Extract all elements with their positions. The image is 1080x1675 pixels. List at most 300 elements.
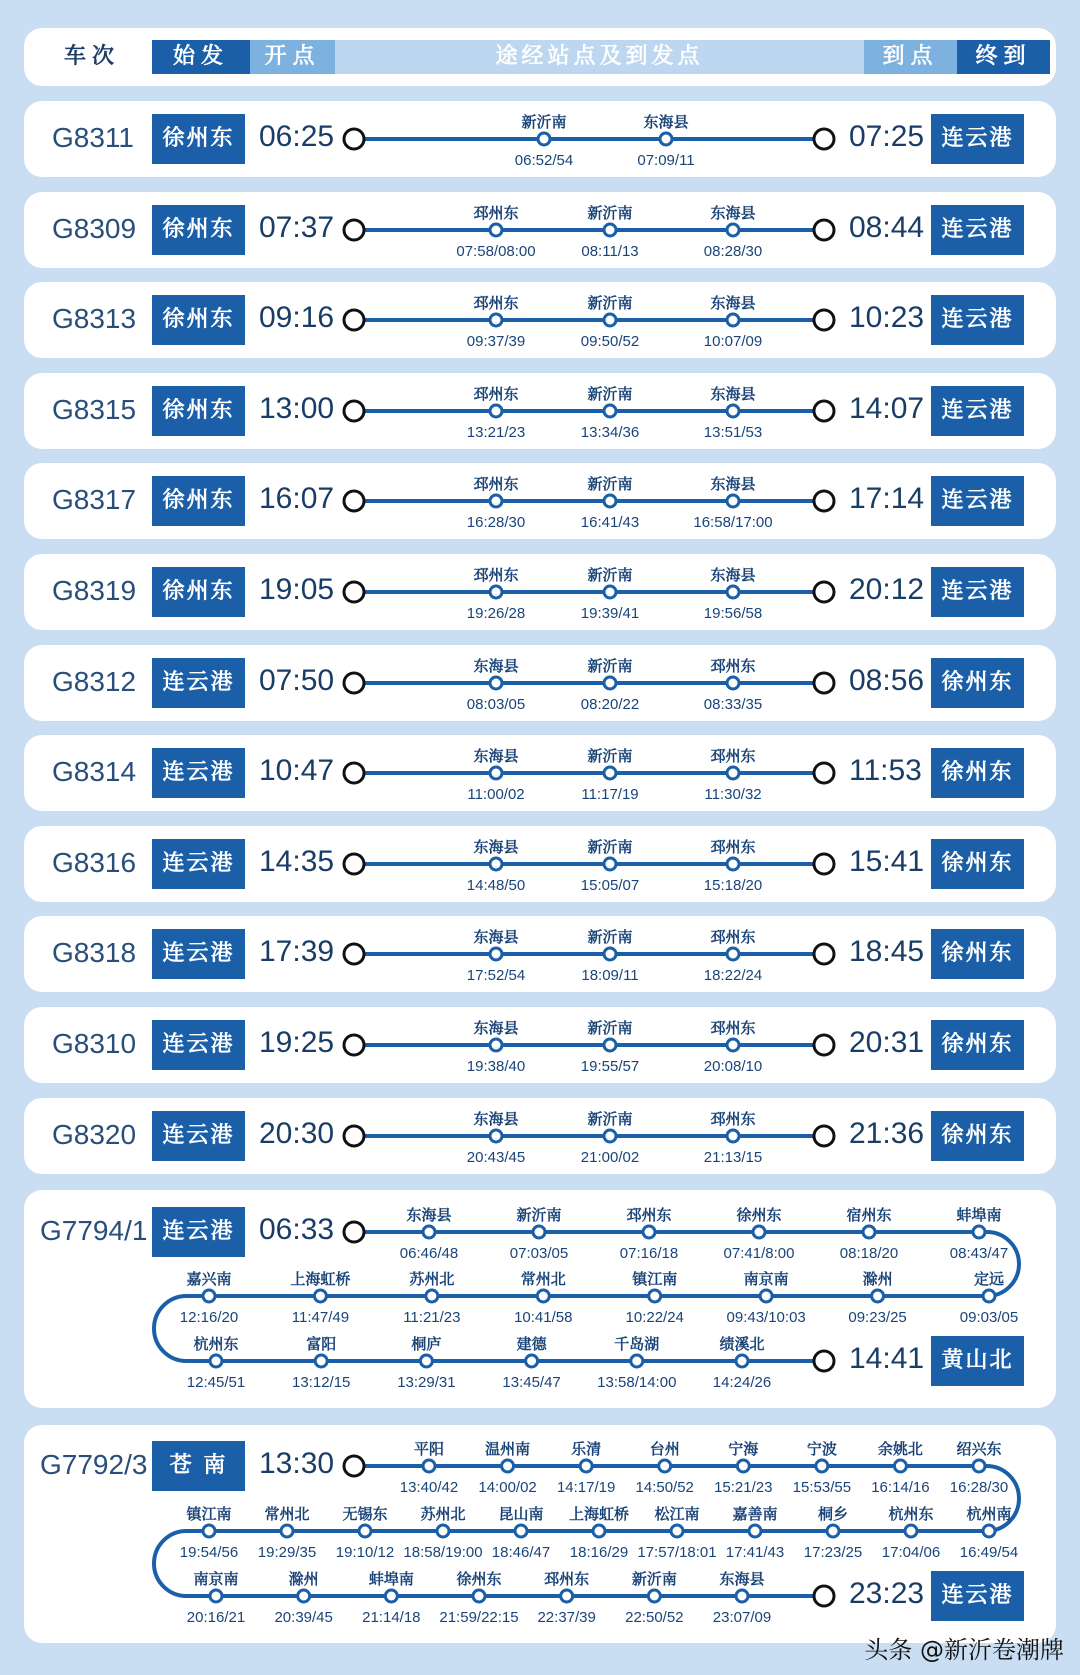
route-line <box>24 1098 1056 1174</box>
stop-dot <box>604 314 616 326</box>
stop-dot <box>604 224 616 236</box>
terminal-dot <box>814 763 834 783</box>
stop-time: 22:37/39 <box>537 1609 596 1626</box>
train-row <box>24 282 1056 358</box>
train-row <box>24 735 1056 811</box>
stop-dot <box>648 1590 660 1602</box>
train-number: G8315 <box>52 393 137 425</box>
stop-time: 07:58/08:00 <box>456 242 536 260</box>
stop-dot <box>604 1039 616 1051</box>
stop-dot <box>423 1460 435 1472</box>
stop-dot <box>905 1525 917 1537</box>
origin-dot <box>344 310 364 330</box>
departure-time: 06:33 <box>259 1213 335 1246</box>
stop-time: 16:49/54 <box>959 1544 1019 1561</box>
stop-time: 13:12/15 <box>292 1374 351 1391</box>
stop-time: 13:51/53 <box>703 423 763 441</box>
terminal-station: 连云港 <box>931 1571 1024 1621</box>
stop-dot <box>643 1226 655 1238</box>
terminal-station: 徐州东 <box>931 1111 1024 1161</box>
stop-dot <box>203 1290 215 1302</box>
long-train-card <box>24 1425 1056 1643</box>
arrival-time: 08:56 <box>849 663 925 697</box>
stop-name: 东海县 <box>710 566 756 584</box>
route-line <box>24 192 1056 268</box>
stop-time: 09:50/52 <box>580 333 640 351</box>
stop-name: 蚌埠南 <box>368 1570 414 1588</box>
route-line <box>24 645 1056 721</box>
terminal-station: 徐州东 <box>931 929 1024 979</box>
long-train-card <box>24 1190 1056 1408</box>
stop-dot <box>420 1355 432 1367</box>
stop-dot <box>660 133 672 145</box>
stop-name: 东海县 <box>710 475 756 494</box>
terminal-station: 徐州东 <box>931 748 1024 798</box>
stop-dot <box>973 1226 985 1238</box>
arrival-time: 14:41 <box>849 1342 925 1375</box>
stop-name: 新沂南 <box>587 747 633 766</box>
stop-time: 14:24/26 <box>712 1374 772 1391</box>
stop-time: 14:00/02 <box>478 1479 537 1496</box>
stop-dot <box>973 1460 985 1472</box>
train-row <box>24 373 1056 449</box>
origin-station: 徐州东 <box>152 295 245 345</box>
stop-time: 20:43/45 <box>466 1148 526 1166</box>
origin-station: 徐州东 <box>152 386 245 436</box>
origin-station: 徐州东 <box>152 476 245 526</box>
header-depart-label: 始发 <box>152 40 250 74</box>
stop-dot <box>727 586 739 598</box>
stop-time: 16:41/43 <box>580 514 640 532</box>
terminal-dot <box>814 1035 834 1055</box>
stop-name: 定远 <box>973 1270 1005 1288</box>
stop-dot <box>426 1290 438 1302</box>
departure-time: 20:30 <box>259 1116 335 1150</box>
train-number: G8318 <box>52 937 137 969</box>
stop-time: 10:41/58 <box>514 1309 573 1326</box>
stop-name: 新沂南 <box>587 384 633 403</box>
stop-dot <box>816 1460 828 1472</box>
stop-name: 徐州东 <box>456 1570 502 1588</box>
stop-dot <box>727 495 739 507</box>
train-number: G8320 <box>52 1118 137 1150</box>
stop-time: 09:23/25 <box>848 1309 907 1326</box>
stop-name: 台州 <box>649 1440 680 1458</box>
departure-time: 17:39 <box>259 935 335 969</box>
stop-dot <box>760 1290 772 1302</box>
stop-time: 17:52/54 <box>466 967 526 985</box>
route-line <box>24 101 1056 177</box>
stop-dot <box>490 948 502 960</box>
stop-time: 12:45/51 <box>186 1374 246 1391</box>
stop-name: 富阳 <box>306 1335 337 1353</box>
origin-station: 连云港 <box>152 929 245 979</box>
arrival-time: 10:23 <box>849 301 925 335</box>
stop-name: 昆山南 <box>498 1505 544 1523</box>
stop-name: 南京南 <box>743 1270 789 1288</box>
stop-dot <box>490 1130 502 1142</box>
stop-dot <box>604 677 616 689</box>
stop-name: 宁海 <box>728 1440 759 1458</box>
stop-dot <box>649 1290 661 1302</box>
stop-dot <box>727 858 739 870</box>
origin-station: 苍 南 <box>152 1441 245 1491</box>
stop-time: 17:04/06 <box>881 1544 941 1561</box>
watermark: 头条 @新沂卷潮牌 <box>864 1636 1064 1664</box>
stop-name: 东海县 <box>473 1019 519 1037</box>
origin-station: 连云港 <box>152 1020 245 1070</box>
terminal-station: 黄山北 <box>931 1336 1024 1386</box>
stop-time: 20:08/10 <box>703 1058 763 1075</box>
stop-time: 23:07/09 <box>712 1609 772 1626</box>
arrival-time: 18:45 <box>849 935 925 969</box>
train-row <box>24 101 1056 177</box>
stop-name: 乐清 <box>571 1440 602 1458</box>
stop-dot <box>490 858 502 870</box>
terminal-dot <box>814 129 834 149</box>
stop-dot <box>298 1590 310 1602</box>
origin-station: 连云港 <box>152 839 245 889</box>
train-row <box>24 1098 1056 1174</box>
stop-dot <box>490 495 502 507</box>
stop-time: 11:17/19 <box>581 786 639 804</box>
stop-name: 新沂南 <box>587 656 633 675</box>
stop-name: 邳州东 <box>473 566 519 584</box>
stop-name: 上海虹桥 <box>568 1505 630 1523</box>
origin-dot <box>344 1126 364 1146</box>
stop-time: 15:21/23 <box>714 1479 773 1496</box>
arrival-time: 20:12 <box>849 573 925 606</box>
stop-name: 滁州 <box>862 1270 893 1288</box>
stop-time: 18:16/29 <box>569 1544 629 1561</box>
stop-time: 11:00/02 <box>467 786 525 804</box>
stop-name: 上海虹桥 <box>290 1270 351 1288</box>
stop-time: 15:05/07 <box>580 876 640 894</box>
stop-time: 19:56/58 <box>703 605 763 622</box>
route-line <box>24 1425 1056 1643</box>
stop-name: 宿州东 <box>846 1206 892 1224</box>
terminal-dot <box>814 673 834 693</box>
stop-name: 蚌埠南 <box>956 1206 1002 1224</box>
stop-time: 11:21/23 <box>403 1309 461 1326</box>
stop-dot <box>727 224 739 236</box>
stop-dot <box>526 1355 538 1367</box>
train-number: G8319 <box>52 575 137 606</box>
stop-dot <box>894 1460 906 1472</box>
stop-name: 新沂南 <box>587 475 633 494</box>
departure-time: 14:35 <box>259 844 335 878</box>
terminal-station: 徐州东 <box>931 839 1024 889</box>
train-row <box>24 1007 1056 1083</box>
stop-time: 19:10/12 <box>335 1544 395 1561</box>
stop-name: 邳州东 <box>473 203 519 222</box>
terminal-station: 连云港 <box>931 114 1024 164</box>
stop-name: 东海县 <box>710 203 756 222</box>
stop-dot <box>490 586 502 598</box>
departure-time: 13:00 <box>259 391 335 425</box>
arrival-time: 15:41 <box>849 844 925 878</box>
stop-dot <box>631 1355 643 1367</box>
stop-dot <box>604 405 616 417</box>
stop-dot <box>749 1525 761 1537</box>
stop-name: 邳州东 <box>710 837 756 856</box>
stop-name: 绍兴东 <box>956 1440 1002 1458</box>
stop-dot <box>736 1355 748 1367</box>
stop-dot <box>515 1525 527 1537</box>
terminal-dot <box>814 220 834 240</box>
stop-name: 常州北 <box>520 1270 566 1288</box>
stop-time: 07:09/11 <box>637 152 695 169</box>
route-line <box>24 1190 1056 1408</box>
stop-name: 东海县 <box>473 1109 519 1128</box>
stop-name: 桐乡 <box>817 1505 849 1523</box>
stop-time: 14:50/52 <box>635 1479 694 1496</box>
stop-name: 新沂南 <box>587 203 633 222</box>
train-row <box>24 463 1056 539</box>
arrival-time: 23:23 <box>849 1577 925 1610</box>
arrival-time: 21:36 <box>849 1116 925 1150</box>
train-number: G7794/1 <box>40 1215 148 1246</box>
stop-dot <box>737 1460 749 1472</box>
origin-dot <box>344 1035 364 1055</box>
stop-name: 新沂南 <box>587 928 633 947</box>
stop-name: 松江南 <box>654 1505 700 1523</box>
stop-time: 13:21/23 <box>466 423 526 441</box>
origin-dot <box>344 854 364 874</box>
departure-time: 07:37 <box>259 210 335 244</box>
header-via-label: 途经站点及到发点 <box>335 40 864 74</box>
stop-dot <box>538 133 550 145</box>
stop-dot <box>490 1039 502 1051</box>
stop-time: 08:43/47 <box>949 1245 1009 1262</box>
route-line <box>24 554 1056 630</box>
stop-name: 嘉善南 <box>732 1505 778 1523</box>
stop-name: 温州南 <box>485 1440 531 1458</box>
stop-dot <box>659 1460 671 1472</box>
origin-dot <box>344 944 364 964</box>
stop-time: 10:07/09 <box>703 333 763 351</box>
stop-name: 徐州东 <box>736 1206 782 1224</box>
stop-dot <box>727 767 739 779</box>
train-row <box>24 916 1056 992</box>
stop-time: 19:38/40 <box>466 1058 526 1075</box>
stop-name: 邳州东 <box>544 1570 590 1588</box>
stop-dot <box>727 405 739 417</box>
stop-time: 20:39/45 <box>274 1609 333 1626</box>
stop-dot <box>727 948 739 960</box>
stop-time: 08:20/22 <box>580 695 640 713</box>
stop-name: 邳州东 <box>473 294 519 313</box>
stop-time: 12:16/20 <box>179 1309 239 1326</box>
stop-time: 09:43/10:03 <box>726 1309 806 1326</box>
terminal-dot <box>814 401 834 421</box>
route-line <box>24 282 1056 358</box>
terminal-dot <box>814 310 834 330</box>
stop-name: 桐庐 <box>411 1335 442 1353</box>
origin-dot <box>344 491 364 511</box>
stop-name: 镇江南 <box>632 1270 678 1288</box>
origin-dot <box>344 673 364 693</box>
arrival-time: 11:53 <box>849 754 922 788</box>
terminal-dot <box>814 491 834 511</box>
stop-name: 邳州东 <box>473 475 519 494</box>
header-train-label: 车次 <box>63 44 120 69</box>
stop-dot <box>983 1290 995 1302</box>
departure-time: 19:25 <box>259 1026 335 1059</box>
origin-dot <box>344 401 364 421</box>
stop-dot <box>827 1525 839 1537</box>
stop-time: 08:28/30 <box>703 242 763 260</box>
stop-name: 常州北 <box>264 1505 310 1523</box>
stop-time: 19:54/56 <box>179 1544 239 1561</box>
stop-name: 东海县 <box>710 294 756 313</box>
stop-name: 嘉兴南 <box>186 1270 232 1288</box>
origin-station: 徐州东 <box>152 567 245 617</box>
departure-time: 09:16 <box>259 301 335 335</box>
stop-dot <box>604 1130 616 1142</box>
stop-time: 14:17/19 <box>556 1479 616 1496</box>
train-number: G8310 <box>52 1028 137 1059</box>
terminal-station: 连云港 <box>931 386 1024 436</box>
stop-time: 18:58/19:00 <box>403 1544 483 1561</box>
train-row <box>24 826 1056 902</box>
stop-time: 07:16/18 <box>619 1245 679 1262</box>
stop-name: 邳州东 <box>710 928 756 947</box>
terminal-station: 连云港 <box>931 295 1024 345</box>
stop-time: 18:46/47 <box>491 1544 551 1561</box>
stop-time: 14:48/50 <box>466 876 526 894</box>
stop-dot <box>753 1226 765 1238</box>
stop-time: 08:18/20 <box>839 1245 899 1262</box>
stop-dot <box>203 1525 215 1537</box>
origin-dot <box>344 582 364 602</box>
stop-name: 苏州北 <box>420 1505 466 1523</box>
stop-name: 新沂南 <box>587 294 633 313</box>
stop-dot <box>437 1525 449 1537</box>
stop-name: 余姚北 <box>877 1440 923 1458</box>
stop-dot <box>533 1226 545 1238</box>
origin-dot <box>344 1222 364 1242</box>
stop-dot <box>983 1525 995 1537</box>
stop-time: 19:26/28 <box>466 605 526 622</box>
terminal-station: 连云港 <box>931 567 1024 617</box>
stop-name: 平阳 <box>413 1440 445 1458</box>
stop-dot <box>580 1460 592 1472</box>
departure-time: 10:47 <box>259 754 335 788</box>
stop-time: 06:46/48 <box>399 1245 459 1262</box>
stop-dot <box>671 1525 683 1537</box>
departure-time: 06:25 <box>259 120 335 153</box>
header-arrive-time-label: 到点 <box>864 40 957 74</box>
stop-name: 新沂南 <box>587 1109 633 1128</box>
stop-dot <box>537 1290 549 1302</box>
terminal-dot <box>814 582 834 602</box>
stop-time: 07:41/8:00 <box>723 1245 795 1262</box>
header-bar <box>24 28 1056 86</box>
origin-station: 连云港 <box>152 1207 245 1257</box>
stop-dot <box>872 1290 884 1302</box>
stop-dot <box>727 677 739 689</box>
departure-time: 19:05 <box>259 573 335 606</box>
stop-dot <box>604 858 616 870</box>
arrival-time: 17:14 <box>849 482 925 516</box>
train-number: G8316 <box>52 846 137 878</box>
stop-dot <box>604 948 616 960</box>
stop-dot <box>727 1130 739 1142</box>
stop-name: 千岛湖 <box>614 1335 660 1353</box>
stop-time: 11:47/49 <box>291 1309 350 1326</box>
stop-name: 邳州东 <box>710 656 756 675</box>
terminal-station: 徐州东 <box>931 658 1024 708</box>
train-number: G8312 <box>52 665 137 697</box>
stop-name: 南京南 <box>193 1570 239 1588</box>
terminal-dot <box>814 1126 834 1146</box>
arrival-time: 08:44 <box>849 210 925 244</box>
stop-dot <box>490 767 502 779</box>
stop-name: 东海县 <box>473 656 519 675</box>
stop-dot <box>604 586 616 598</box>
stop-dot <box>315 1355 327 1367</box>
stop-time: 17:23/25 <box>803 1544 863 1561</box>
stop-name: 杭州东 <box>193 1335 239 1353</box>
stop-dot <box>490 405 502 417</box>
stop-dot <box>210 1355 222 1367</box>
stop-dot <box>423 1226 435 1238</box>
stop-dot <box>385 1590 397 1602</box>
route-line <box>24 916 1056 992</box>
stop-time: 08:11/13 <box>581 242 639 260</box>
stop-time: 21:14/18 <box>362 1609 421 1626</box>
stop-name: 邳州东 <box>473 384 519 403</box>
stop-name: 镇江南 <box>186 1505 232 1523</box>
stop-name: 苏州北 <box>409 1270 455 1288</box>
stop-time: 21:59/22:15 <box>439 1609 519 1626</box>
stop-time: 22:50/52 <box>625 1609 684 1626</box>
stop-time: 13:34/36 <box>580 423 640 441</box>
stop-name: 东海县 <box>473 928 519 947</box>
stop-name: 东海县 <box>719 1570 765 1588</box>
stop-dot <box>281 1525 293 1537</box>
departure-time: 13:30 <box>259 1447 335 1480</box>
stop-dot <box>863 1226 875 1238</box>
terminal-dot <box>814 944 834 964</box>
route-line <box>24 826 1056 902</box>
departure-time: 16:07 <box>259 482 335 516</box>
route-line <box>24 735 1056 811</box>
stop-name: 邳州东 <box>710 1109 756 1128</box>
stop-time: 07:03/05 <box>509 1245 569 1262</box>
stop-time: 15:53/55 <box>792 1479 852 1496</box>
stop-time: 18:22/24 <box>703 967 763 985</box>
terminal-dot <box>814 1586 834 1606</box>
stop-name: 建德 <box>516 1335 547 1353</box>
route-line <box>24 1007 1056 1083</box>
terminal-dot <box>814 854 834 874</box>
stop-time: 19:55/57 <box>580 1058 640 1075</box>
stop-name: 东海县 <box>473 747 519 766</box>
origin-station: 徐州东 <box>152 205 245 255</box>
origin-station: 徐州东 <box>152 114 245 164</box>
arrival-time: 14:07 <box>849 391 925 425</box>
stop-time: 21:13/15 <box>703 1148 763 1166</box>
train-row <box>24 192 1056 268</box>
stop-dot <box>593 1525 605 1537</box>
train-number: G8309 <box>52 212 137 244</box>
stop-time: 09:03/05 <box>959 1309 1019 1326</box>
stop-name: 新沂南 <box>516 1206 562 1224</box>
train-row <box>24 554 1056 630</box>
stop-dot <box>473 1590 485 1602</box>
